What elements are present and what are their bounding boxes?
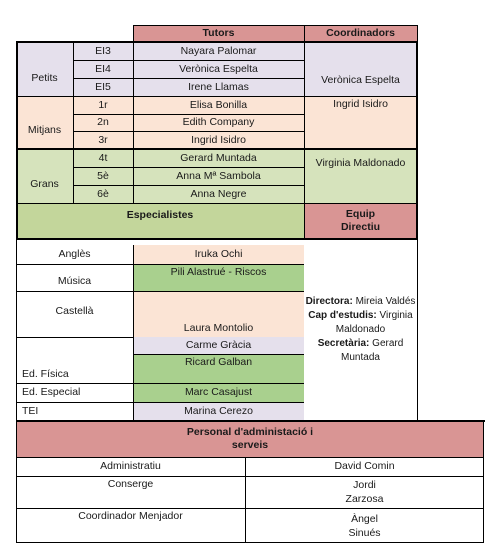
group-label-petits: Petits [16,42,73,96]
cap-name-1: Virginia [379,310,413,321]
tutor-2n: Edith Company [133,114,304,131]
specialist-area-musica: Música [57,275,92,287]
equip-directiu-header [304,203,417,239]
grid-line [16,264,304,265]
grid-line [73,185,304,186]
level-ei5: EI5 [73,78,133,96]
tutors-header: Tutors [133,25,304,42]
grid-line [73,131,304,132]
pas-name-menjador-2: Sinués [348,526,381,539]
grid-line [16,402,304,403]
tutor-4t: Gerard Muntada [133,149,304,167]
level-1r: 1r [73,96,133,114]
specialist-name-musica: Pili Alastrué - Riscos [133,264,304,291]
grid-line [16,291,304,292]
grid-line [73,114,304,115]
pas-name-administratiu: David Comin [334,460,395,472]
pas-role-menjador: Coordinador Menjador [78,510,183,522]
specialist-area-angles: Anglès [58,248,91,260]
specialist-area-ed-fisica: Ed. Física [22,368,69,380]
grid-line [133,25,134,42]
specialist-name-ed-especial: Marc Casajust [133,383,304,402]
pas-name-menjador-1: Àngel [351,512,378,525]
coordinador-petits: Verònica Espelta [304,42,417,96]
pas-title-line2: serveis [231,439,269,451]
cap-name-2: Maldonado [335,324,386,335]
level-3r: 3r [73,131,133,149]
coordinador-mitjans: Ingrid Isidro [304,96,417,149]
tutor-ei4: Verònica Espelta [133,60,304,78]
secretaria-name: Gerard Muntada [341,338,404,363]
grid-line [133,245,134,421]
grid-line [73,60,304,61]
grid-line [16,337,133,338]
grid-line [416,41,418,239]
group-label-mitjans: Mitjans [16,96,73,149]
secretaria-label: Secretària: [317,338,370,349]
equip-title-line1: Equip [345,208,376,220]
grid-line [304,42,305,239]
grid-line [16,508,484,509]
grid-line [16,420,485,422]
grid-line [16,239,17,421]
tutor-1r: Elisa Bonilla [133,96,304,114]
equip-directiu-body [304,239,417,421]
grid-line [16,476,484,477]
directora-line [306,295,416,309]
specialist-area-castella: Castellà [55,304,94,317]
grid-line [16,203,418,204]
grid-line [16,457,484,458]
especialistes-header: Especialistes [16,203,304,239]
cap-label: Cap d'estudis: [308,310,377,321]
grid-line [73,167,304,168]
pas-role-conserge: Conserge [107,478,154,490]
grid-line [73,42,74,203]
specialist-name-carme: Carme Gràcia [133,337,304,354]
specialist-name-angles: Iruka Ochi [133,245,304,264]
grid-line [133,42,134,203]
grid-line [245,457,246,543]
grid-line [16,383,304,384]
grid-line [16,148,418,150]
coordinador-grans: Virginia Maldonado [304,149,417,203]
grid-line [16,41,18,239]
level-5e: 5è [73,167,133,185]
pas-name-conserge [245,476,484,508]
tutor-ei5: Irene Llamas [133,78,304,96]
directora-label: Directora: [305,296,353,307]
equip-title-line2: Directiu [340,221,381,233]
grid-line [133,25,417,26]
secretaria-line [304,337,417,365]
level-ei3: EI3 [73,42,133,60]
pas-name-conserge-1: Jordi [353,479,376,491]
pas-name-menjador [245,508,484,543]
specialist-name-tei: Marina Cerezo [133,402,304,421]
specialist-name-castella: Laura Montolio [133,291,304,337]
directora-name: Mireia Valdés [355,296,416,307]
pas-name-conserge-2: Zarzosa [345,493,384,505]
group-label-grans: Grans [16,149,73,203]
tutor-3r: Ingrid Isidro [133,131,304,149]
tutor-6e: Anna Negre [133,185,304,203]
grid-line [16,41,418,43]
pas-header [16,421,484,457]
level-2n: 2n [73,114,133,131]
cap-line [308,309,412,323]
grid-line [16,96,418,97]
grid-line [16,238,418,240]
pas-role-administratiu: Administratiu [100,460,161,472]
grid-line [16,542,484,543]
grid-line [16,421,17,543]
level-6e: 6è [73,185,133,203]
grid-line [304,25,305,42]
grid-line [73,78,304,79]
grid-line [417,239,418,421]
grid-line [417,25,418,42]
tutor-ei3: Nayara Palomar [133,42,304,60]
tutor-5e: Anna Mª Sambola [133,167,304,185]
specialist-area-tei: TEI [22,405,39,417]
specialist-name-ed-fisica: Ricard Galban [133,354,304,383]
level-ei4: EI4 [73,60,133,78]
level-4t: 4t [73,149,133,167]
pas-title-line1: Personal d'administació i [186,426,314,438]
specialist-area-ed-especial: Ed. Especial [22,386,81,398]
coordinadors-header: Coordinadors [304,25,417,42]
grid-line [483,421,484,543]
grid-line [133,354,304,355]
